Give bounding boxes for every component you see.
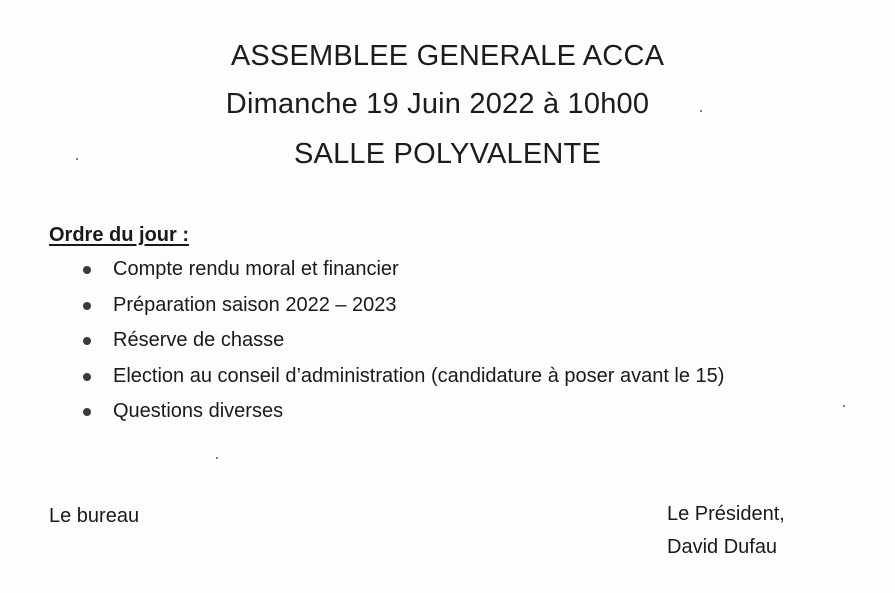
agenda-title: Ordre du jour : bbox=[49, 224, 189, 246]
agenda-item-label: Election au conseil d’administration (candidature à poser avant le 15) bbox=[113, 364, 725, 387]
agenda-item bbox=[82, 292, 724, 328]
bullet-icon bbox=[83, 266, 91, 274]
signature-president-name: David Dufau bbox=[667, 536, 778, 558]
scan-speck bbox=[216, 457, 218, 459]
bullet-icon bbox=[83, 373, 91, 381]
agenda-item-label: Compte rendu moral et financier bbox=[113, 258, 399, 280]
document-title: ASSEMBLEE GENERALE ACCA bbox=[230, 40, 665, 72]
meeting-date: Dimanche 19 Juin 2022 à 10h00 bbox=[225, 88, 650, 120]
agenda-item-label: Réserve de chasse bbox=[113, 329, 285, 351]
agenda-item bbox=[82, 363, 724, 399]
scan-speck bbox=[700, 110, 702, 112]
bullet-icon bbox=[83, 337, 91, 345]
agenda-item bbox=[82, 327, 724, 363]
agenda-item bbox=[82, 398, 724, 434]
signature-president-title: Le Président, bbox=[667, 503, 785, 525]
scan-speck bbox=[76, 158, 78, 160]
agenda-item bbox=[82, 256, 724, 292]
meeting-location: SALLE POLYVALENTE bbox=[294, 138, 601, 170]
agenda-item-label: Questions diverses bbox=[113, 400, 284, 422]
scan-speck bbox=[843, 405, 845, 407]
bullet-icon bbox=[83, 302, 91, 310]
agenda-item-label: Préparation saison 2022 – 2023 bbox=[113, 293, 397, 316]
signature-president bbox=[667, 498, 785, 564]
bullet-icon bbox=[83, 408, 91, 416]
agenda-list bbox=[82, 256, 724, 434]
signature-bureau: Le bureau bbox=[49, 505, 140, 527]
